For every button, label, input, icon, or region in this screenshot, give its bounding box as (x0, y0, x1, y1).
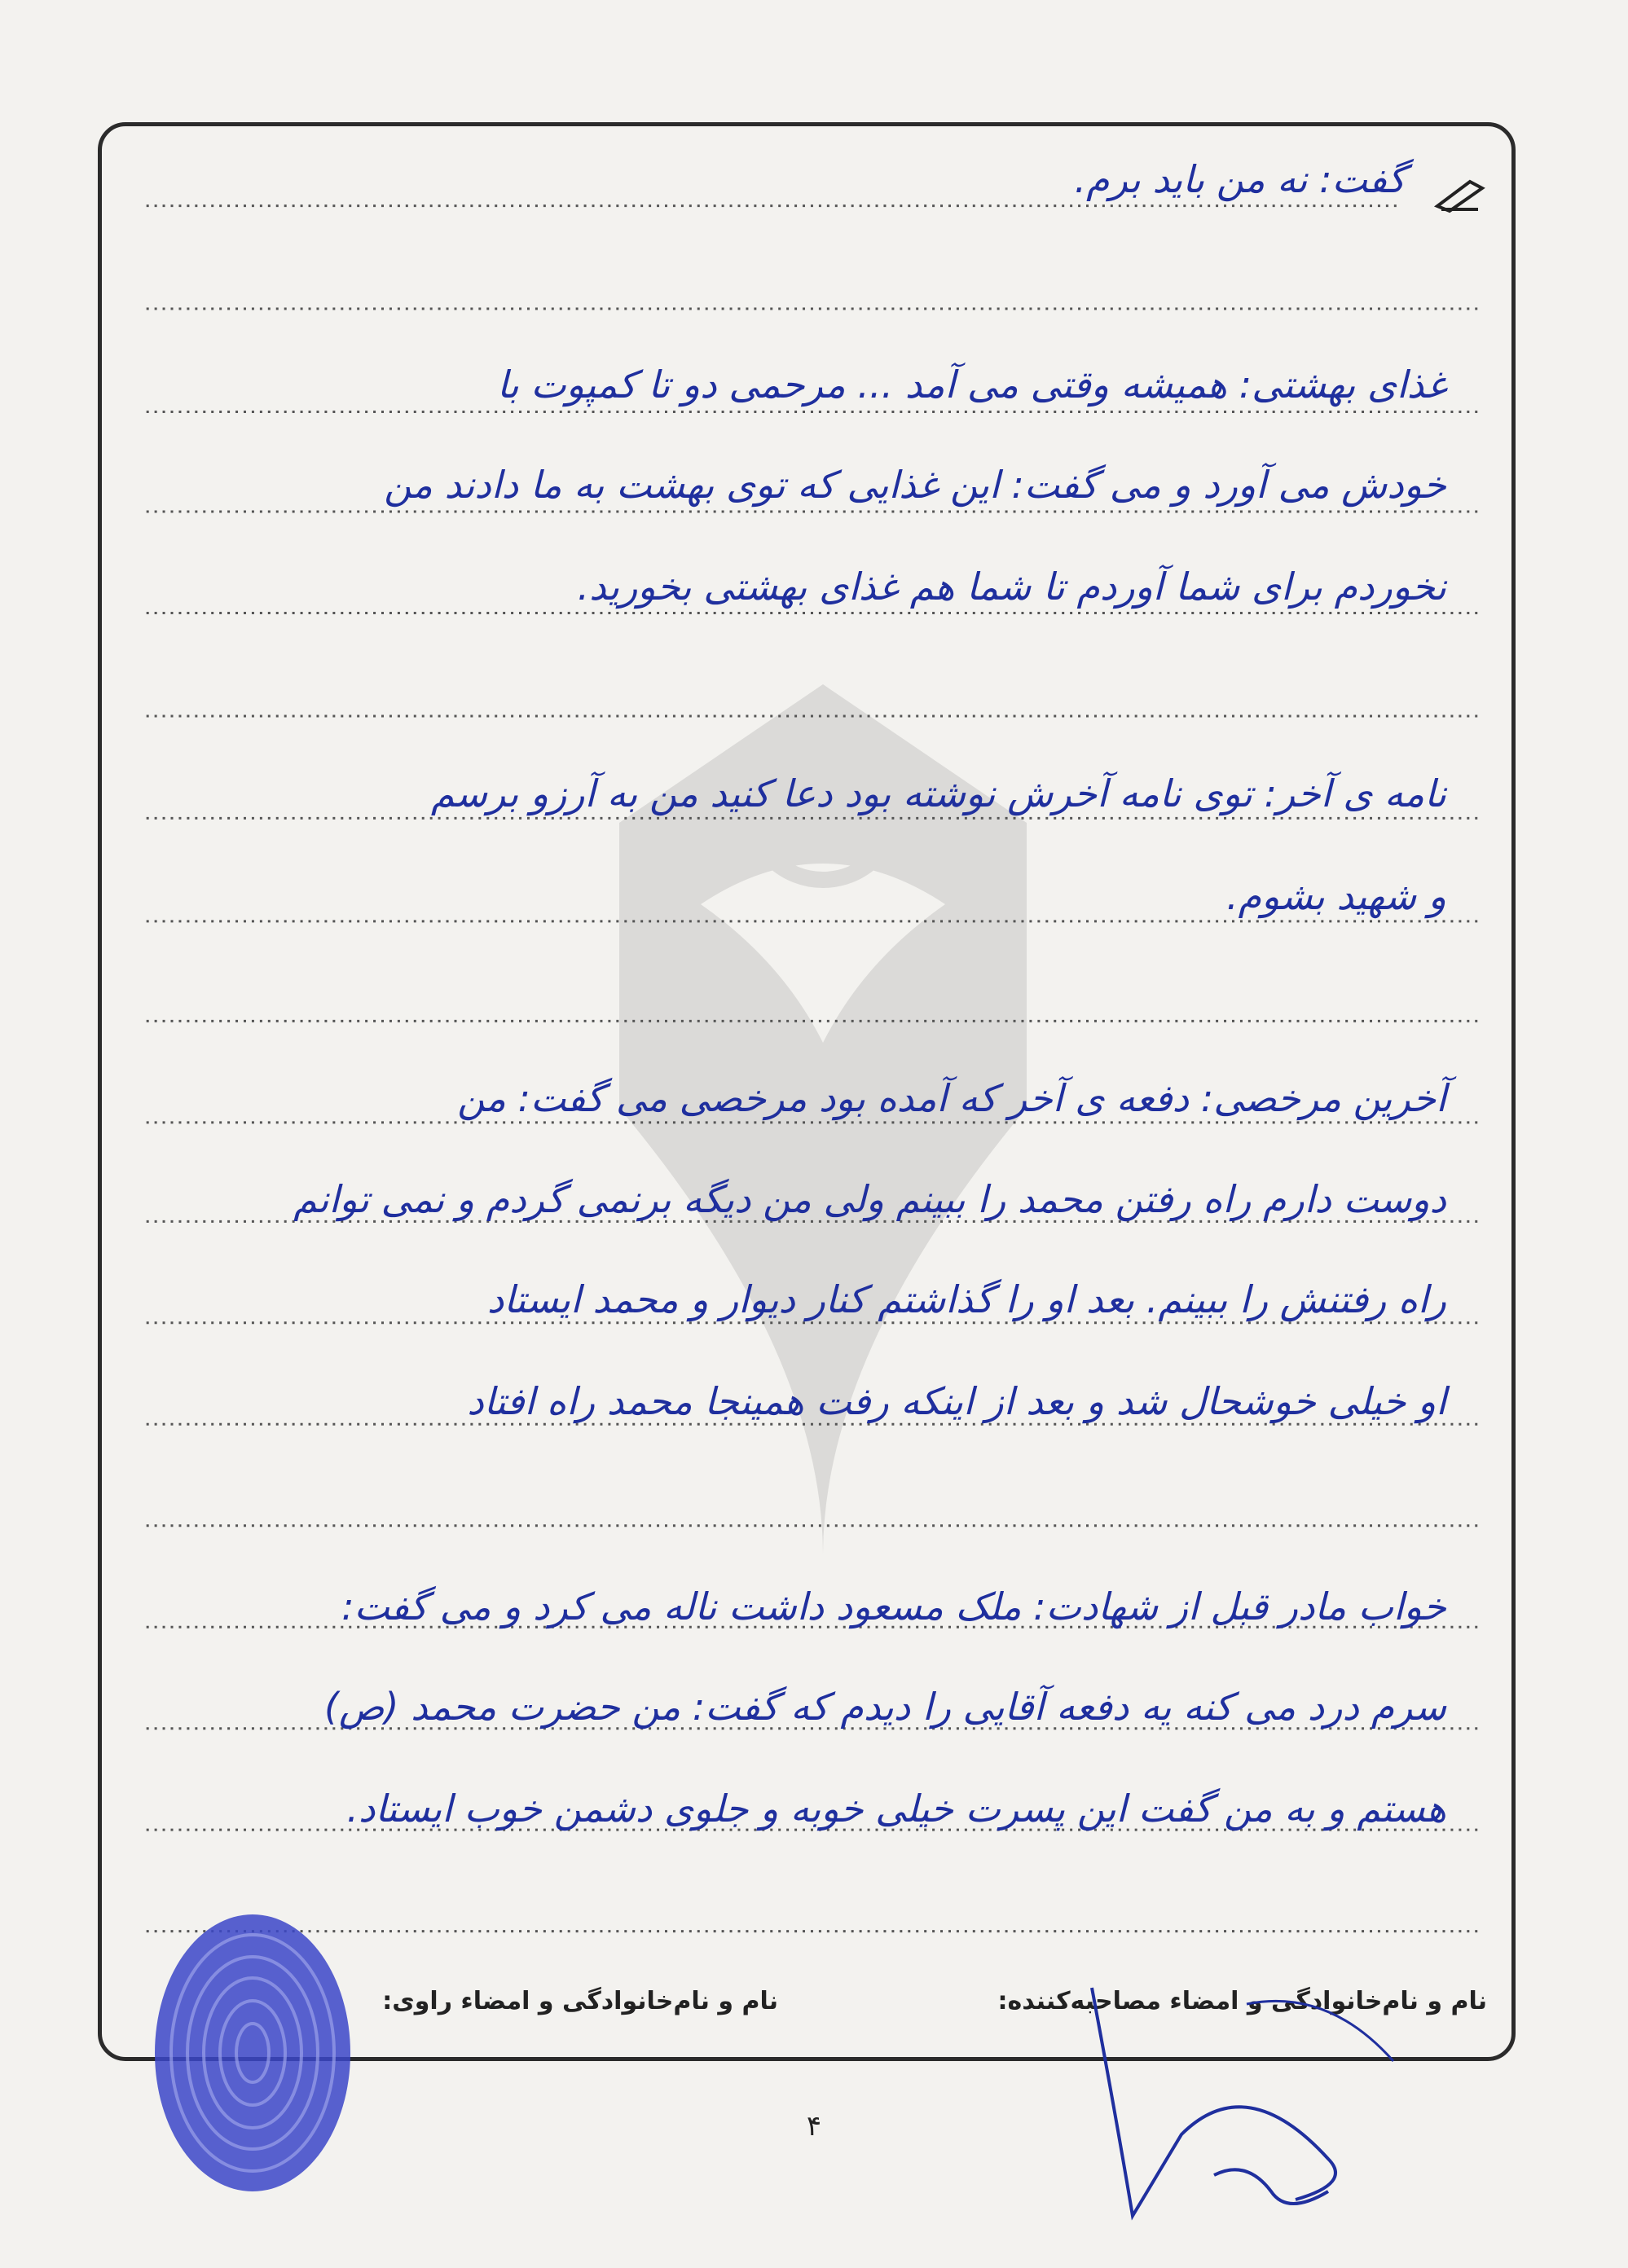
text-line: آخرین مرخصی: دفعه ی آخر که آمده بود مرخصی می گفت: من (457, 1076, 1446, 1120)
text-line: خواب مادر قبل از شهادت: ملک مسعود داشت ناله می کرد و می گفت: (341, 1585, 1446, 1628)
text-line: سرم درد می کنه یه دفعه آقایی را دیدم که گفت: من حضرت محمد (ص) (324, 1685, 1446, 1729)
text-line: نامه ی آخر: توی نامه آخرش نوشته بود دعا کنید من به آرزو برسم (430, 771, 1446, 815)
fingerprint-stamp (147, 1906, 359, 2200)
writing-hand-icon (1433, 174, 1490, 214)
form-frame (98, 122, 1516, 2061)
text-line: نخوردم برای شما آوردم تا شما هم غذای بهشتی بخورید. (577, 565, 1446, 609)
handwritten-signature (1084, 1971, 1426, 2232)
text-line: هستم و به من گفت این پسرت خیلی خوبه و جلوی دشمن خوب ایستاد. (346, 1787, 1446, 1831)
text-line: و شهید بشوم. (1226, 874, 1446, 918)
text-line: دوست دارم راه رفتن محمد را ببینم ولی من دیگه برنمی گردم و نمی توانم (293, 1177, 1446, 1221)
text-line: گفت: نه من باید برم. (1074, 157, 1406, 201)
text-line: خودش می آورد و می گفت: این غذایی که توی بهشت به ما دادند من (384, 463, 1446, 507)
page-number: ۴ (806, 2110, 822, 2143)
text-line: غذای بهشتی: همیشه وقتی می آمد ... مرحمی دو تا کمپوت با (496, 363, 1446, 407)
interviewer-label: نام و نام‌خانوادگی و امضاء مصاحبه‌کننده: (997, 1987, 1487, 2015)
narrator-label: نام و نام‌خانوادگی و امضاء راوی: (382, 1987, 778, 2015)
text-line: او خیلی خوشحال شد و بعد از اینکه رفت همینجا محمد راه افتاد (467, 1379, 1446, 1423)
text-line: راه رفتنش را ببینم. بعد او را گذاشتم کنار دیوار و محمد ایستاد (486, 1277, 1446, 1321)
